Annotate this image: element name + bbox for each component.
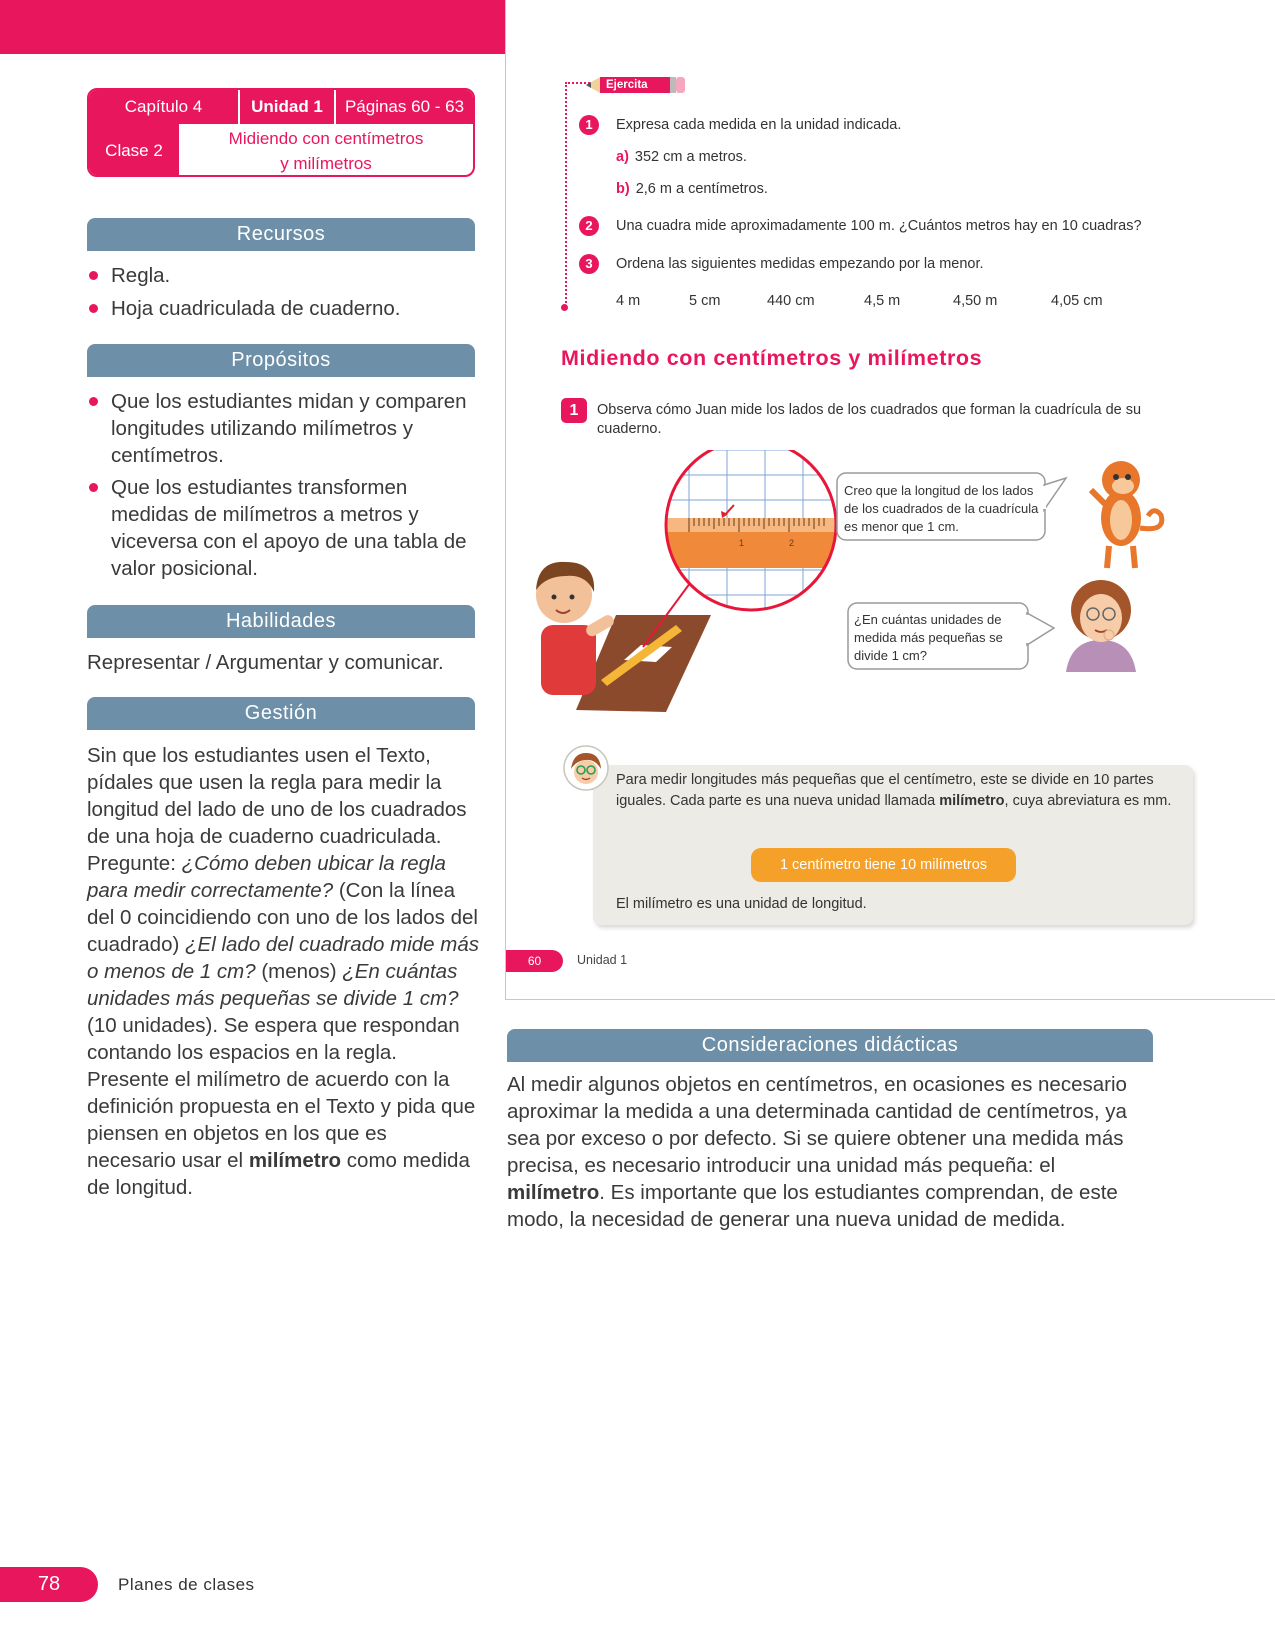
measure-item: 4 m [616, 293, 641, 309]
measure-item: 4,05 cm [1051, 293, 1103, 309]
exercise-number-1: 1 [579, 115, 599, 135]
book-page-number: 60 [506, 950, 563, 972]
footer-label: Planes de clases [118, 1575, 255, 1594]
top-banner [0, 0, 505, 54]
exercise-3-text: Ordena las siguientes medidas empezando por la menor. [616, 256, 984, 272]
monkey-figure [1091, 461, 1162, 568]
definition-text: Para medir longitudes más pequeñas que el centímetro, este se divide en 10 partes iguales. Cada parte es una nueva unidad llamada milímetro, cuya abreviatura es mm. [616, 772, 1172, 809]
pages-label: Páginas 60 - 63 [344, 97, 465, 116]
activity-number: 1 [561, 398, 587, 423]
bubble-2-text: ¿En cuántas unidades de medida más pequeñas se divide 1 cm? [854, 612, 1003, 663]
gestion-header: Gestión [87, 697, 475, 730]
bubble-1-text: Creo que la longitud de los lados de los cuadrados de la cuadrícula es menor que 1 cm. [844, 483, 1039, 534]
list-item: Regla. [87, 262, 477, 289]
svg-text:2: 2 [789, 538, 795, 548]
teacher-avatar-icon [563, 745, 609, 791]
exercise-1b: b) 2,6 m a centímetros. [616, 181, 768, 197]
section-title: Midiendo con centímetros y milímetros [561, 346, 983, 370]
list-item: Hoja cuadriculada de cuaderno. [87, 295, 477, 322]
bullet-icon [89, 271, 98, 280]
exercise-1-text: Expresa cada medida en la unidad indicada. [616, 117, 902, 133]
unit-label: Unidad 1 [238, 90, 336, 124]
class-title-line2: y milímetros [280, 153, 372, 173]
activity-text: Observa cómo Juan mide los lados de los cuadrados que forman la cuadrícula de su cuaderno. [597, 402, 1142, 437]
girl-figure [1066, 580, 1136, 672]
list-item: Que los estudiantes midan y comparen longitudes utilizando milímetros y centímetros. [87, 388, 477, 469]
definition-highlight: 1 centímetro tiene 10 milímetros [751, 848, 1016, 882]
propositos-list [87, 388, 477, 582]
gestion-text: Sin que los estudiantes usen el Texto, pídales que usen la regla para medir la longitud del lado de uno de los cuadrados de una hoja de cuaderno cuadriculada. Pregunte: ¿Cómo deben ubicar la regla para medir correctamente? (Con la línea del 0 coincidiendo con uno de los lados del cuadrado) ¿El lado del cuadrado mide más o menos de 1 cm? (menos) ¿En cuántas unidades más pequeñas se divide 1 cm? (10 unidades). Se espera que respondan contando los espacios en la regla. Presente el milímetro de acuerdo con la definición propuesta en el Texto y pida que piensen en objetos en los que es necesario usar el milímetro como medida de longitud. [87, 744, 480, 1199]
consideraciones-text: Al medir algunos objetos en centímetros, en ocasiones es necesario aproximar la medida a una determinada cantidad de centímetros, ya sea por exceso o por defecto. Si se quiere obtener una medida más precisa, es necesario introducir una unidad más pequeña: el milímetro. Es importante que los estudiantes comprendan, de este modo, la necesidad de generar una nueva unidad de medida. [507, 1073, 1127, 1231]
ejercita-label: Ejercita [606, 79, 648, 91]
class-title [179, 124, 473, 177]
chapter-label: Capítulo 4 [124, 97, 203, 116]
propositos-header: Propósitos [87, 344, 475, 377]
definition-summary: El milímetro es una unidad de longitud. [616, 896, 867, 912]
class-number: Clase 2 [89, 124, 179, 177]
measure-item: 5 cm [689, 293, 721, 309]
habilidades-text: Representar / Argumentar y comunicar. [87, 651, 444, 674]
ejercita-guide-end [561, 304, 568, 311]
list-item: Que los estudiantes transformen medidas de milímetros a metros y viceversa con el apoyo de una tabla de valor posicional. [87, 474, 477, 582]
bullet-icon [89, 397, 98, 406]
measure-item: 4,5 m [864, 293, 901, 309]
bullet-icon [89, 483, 98, 492]
measure-item: 440 cm [767, 293, 815, 309]
consideraciones-header: Consideraciones didácticas [507, 1029, 1153, 1062]
exercise-2-text: Una cuadra mide aproximadamente 100 m. ¿Cuántos metros hay en 10 cuadras? [616, 218, 1142, 234]
ejercita-guide-line [565, 82, 567, 310]
bullet-icon [89, 304, 98, 313]
svg-text:1: 1 [739, 538, 745, 548]
class-info-row [89, 90, 473, 124]
page-number: 78 [0, 1567, 98, 1602]
measure-item: 4,50 m [953, 293, 998, 309]
exercise-1a: a) 352 cm a metros. [616, 149, 747, 165]
habilidades-header: Habilidades [87, 605, 475, 638]
recursos-list [87, 262, 477, 322]
class-info-table [87, 88, 475, 177]
class-title-line1: Midiendo con centímetros [228, 128, 424, 148]
exercise-number-3: 3 [579, 254, 599, 274]
exercise-number-2: 2 [579, 216, 599, 236]
book-page-unit: Unidad 1 [577, 953, 628, 967]
textbook-page [505, 0, 1275, 1000]
recursos-header: Recursos [87, 218, 475, 251]
